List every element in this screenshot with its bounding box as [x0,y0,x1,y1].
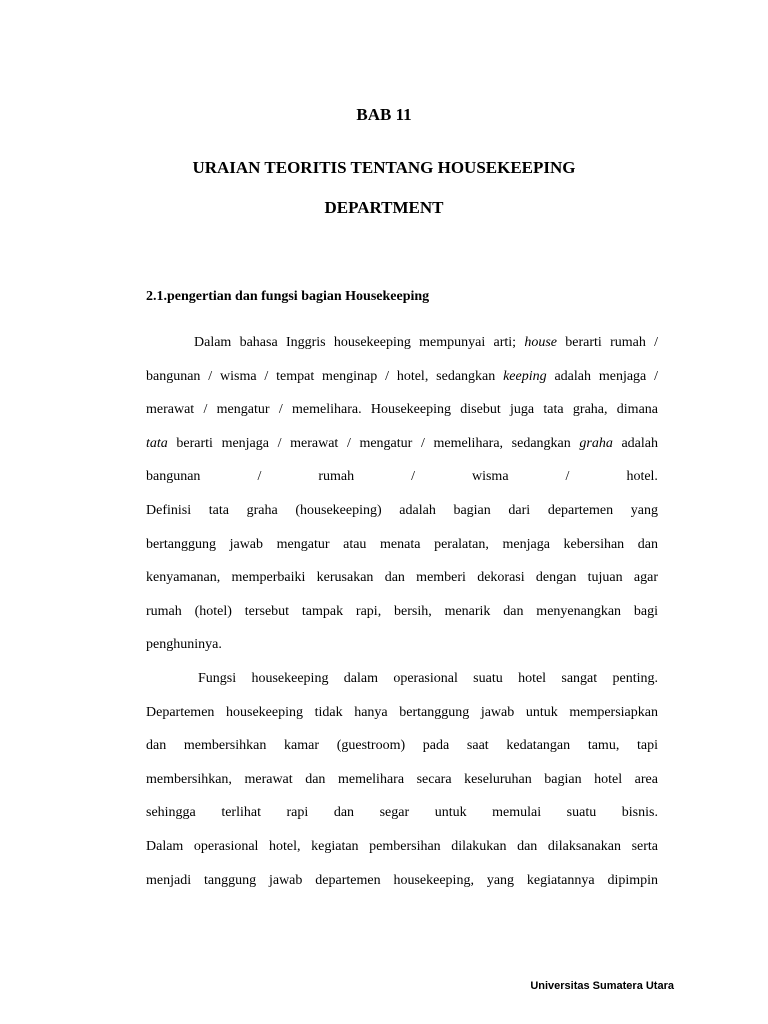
paragraph-line: kenyamanan, memperbaiki kerusakan dan memberi dekorasi dengan tujuan agar [146,570,658,586]
section-heading: 2.1.pengertian dan fungsi bagian Housekeeping [146,289,430,304]
italic-term: tata [146,435,168,451]
italic-term: house [524,335,557,350]
paragraph-line: Departemen housekeeping tidak hanya bertanggung jawab untuk mempersiapkan [146,704,658,720]
chapter-title-line-1: URAIAN TEORITIS TENTANG HOUSEKEEPING [192,158,576,177]
body-text [146,326,658,897]
footer-university: Universitas Sumatera Utara [530,980,674,992]
paragraph-line: dan membersihkan kamar (guestroom) pada saat kedatangan tamu, tapi [146,738,658,754]
paragraph-line: merawat / mengatur / memelihara. Housekeeping disebut juga tata graha, dimana [146,402,658,418]
paragraph-line: membersihkan, merawat dan memelihara secara keseluruhan bagian hotel area [146,771,658,787]
paragraph-line: penghuninya. [146,637,222,653]
paragraph-line: Dalam bahasa Inggris housekeeping mempunyai arti; house berarti rumah / [194,335,658,350]
italic-term: graha [579,435,613,451]
paragraph-line-spread: bangunan / rumah / wisma / hotel. [146,469,658,485]
paragraph-line: bertanggung jawab mengatur atau menata peralatan, menjaga kebersihan dan [146,536,658,552]
italic-term: keeping [503,368,547,384]
paragraph-line: rumah (hotel) tersebut tampak rapi, bersih, menarik dan menyenangkan bagi [146,603,658,619]
paragraph-line: menjadi tanggung jawab departemen housekeeping, yang kegiatannya dipimpin [146,872,658,888]
paragraph-line: bangunan / wisma / tempat menginap / hotel, sedangkan keeping adalah menjaga / [146,368,658,384]
chapter-number: BAB 11 [356,105,412,124]
paragraph-line-spread: sehingga terlihat rapi dan segar untuk memulai suatu bisnis. [146,805,658,821]
chapter-title-line-2: DEPARTMENT [324,198,444,217]
paragraph-line: Fungsi housekeeping dalam operasional suatu hotel sangat penting. [198,670,658,686]
paragraph-line: Definisi tata graha (housekeeping) adalah bagian dari departemen yang [146,502,658,518]
paragraph-line: tata berarti menjaga / merawat / mengatur / memelihara, sedangkan graha adalah [146,435,658,451]
paragraph-line: Dalam operasional hotel, kegiatan pembersihan dilakukan dan dilaksanakan serta [146,838,658,854]
